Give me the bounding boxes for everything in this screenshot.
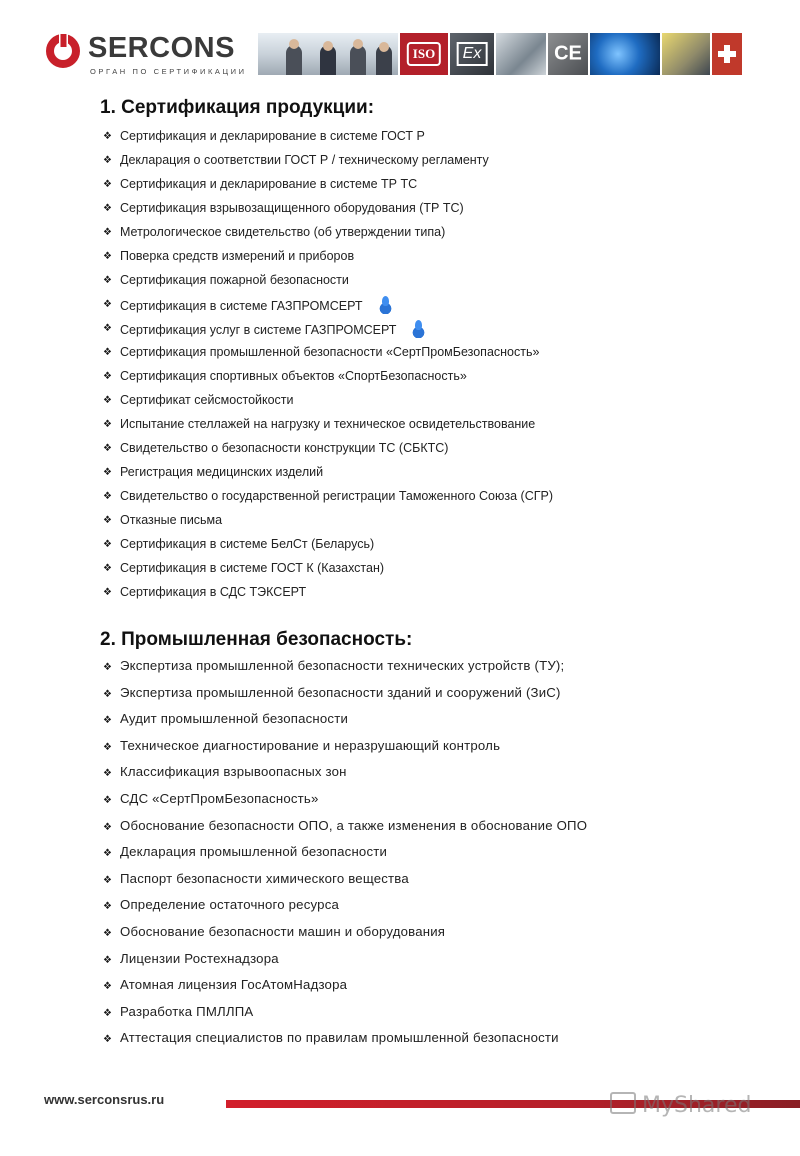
- diamond-bullet-icon: ❖: [103, 741, 113, 753]
- list-item: ❖ Сертификация в системе ГОСТ К (Казахстан): [103, 561, 385, 575]
- list-item: ❖ Декларация о соответствии ГОСТ Р / техническому регламенту: [103, 153, 489, 167]
- diamond-bullet-icon: ❖: [103, 275, 112, 286]
- diamond-bullet-icon: ❖: [103, 515, 112, 526]
- diamond-bullet-icon: ❖: [103, 874, 113, 886]
- diamond-bullet-icon: ❖: [103, 419, 112, 430]
- banner-medical-cross-icon: [712, 33, 742, 75]
- diamond-bullet-icon: ❖: [103, 821, 113, 833]
- diamond-bullet-icon: ❖: [103, 587, 112, 598]
- section-1-title: 1. Сертификация продукции:: [100, 97, 375, 118]
- brand-name: SERCONS: [88, 32, 235, 64]
- section-2-list: [103, 657, 587, 1056]
- diamond-bullet-icon: ❖: [103, 662, 113, 673]
- list-item: ❖ Экспертиза промышленной безопасности технических устройств (ТУ);: [103, 657, 587, 684]
- diamond-bullet-icon: ❖: [103, 443, 112, 454]
- banner-industrial: [662, 33, 710, 75]
- list-item: ❖ Сертификация в СДС ТЭКСЕРТ: [103, 585, 307, 599]
- banner-metal-parts: [496, 33, 546, 75]
- gazprom-flame-icon: [379, 296, 392, 314]
- diamond-bullet-icon: ❖: [103, 323, 112, 334]
- header-banner: [258, 33, 798, 75]
- diamond-bullet-icon: ❖: [103, 1007, 113, 1019]
- list-item: ❖ Сертификат сейсмостойкости: [103, 393, 294, 407]
- diamond-bullet-icon: ❖: [103, 299, 112, 310]
- diamond-bullet-icon: ❖: [103, 395, 112, 406]
- list-item: ❖ Разработка ПМЛЛПА: [103, 1003, 587, 1030]
- diamond-bullet-icon: ❖: [103, 901, 113, 913]
- diamond-bullet-icon: ❖: [103, 768, 113, 780]
- watermark-text: MyShared: [642, 1093, 752, 1118]
- sercons-logo-mark-icon: [44, 32, 82, 70]
- list-item: ❖ Сертификация спортивных объектов «СпортБезопасность»: [103, 369, 467, 383]
- ce-badge: CE: [554, 42, 582, 65]
- iso-badge: ISO: [407, 42, 441, 66]
- diamond-bullet-icon: ❖: [103, 467, 112, 478]
- diamond-bullet-icon: ❖: [103, 251, 112, 262]
- list-item: ❖ Сертификация услуг в системе ГАЗПРОМСЕРТ: [103, 320, 553, 344]
- diamond-bullet-icon: ❖: [103, 927, 113, 939]
- diamond-bullet-icon: ❖: [103, 981, 113, 993]
- list-item: ❖ Техническое диагностирование и неразрушающий контроль: [103, 737, 587, 764]
- banner-globe: [590, 33, 660, 75]
- list-item: ❖ Сертификация в системе БелСт (Беларусь): [103, 537, 375, 551]
- gazprom-flame-icon: [412, 320, 425, 338]
- list-item: ❖ Регистрация медицинских изделий: [103, 465, 324, 479]
- list-item: ❖ Испытание стеллажей на нагрузку и техническое освидетельствование: [103, 417, 536, 431]
- list-item: ❖ Классификация взрывоопасных зон: [103, 763, 587, 790]
- presentation-board-icon: [610, 1092, 636, 1114]
- diamond-bullet-icon: ❖: [103, 794, 113, 806]
- list-item: ❖ Аудит промышленной безопасности: [103, 710, 587, 737]
- section-2-title: 2. Промышленная безопасность:: [100, 629, 413, 650]
- list-item: ❖ Экспертиза промышленной безопасности зданий и сооружений (ЗиС): [103, 684, 587, 711]
- list-item: ❖ Сертификация взрывозащищенного оборудования (ТР ТС): [103, 201, 464, 215]
- list-item: ❖ Паспорт безопасности химического вещества: [103, 870, 587, 897]
- diamond-bullet-icon: ❖: [103, 179, 112, 190]
- diamond-bullet-icon: ❖: [103, 539, 112, 550]
- sercons-logo[interactable]: [44, 30, 247, 80]
- diamond-bullet-icon: ❖: [103, 371, 112, 382]
- list-item: ❖ Свидетельство о государственной регистрации Таможенного Союза (СГР): [103, 489, 553, 503]
- list-item: ❖ СДС «СертПромБезопасность»: [103, 790, 587, 817]
- diamond-bullet-icon: ❖: [103, 563, 112, 574]
- list-item: ❖ Определение остаточного ресурса: [103, 896, 587, 923]
- list-item: ❖ Сертификация и декларирование в системе ГОСТ Р: [103, 129, 425, 143]
- diamond-bullet-icon: ❖: [103, 954, 113, 966]
- list-item: ❖ Сертификация и декларирование в системе ТР ТС: [103, 177, 418, 191]
- banner-ce: [548, 33, 588, 75]
- diamond-bullet-icon: ❖: [103, 715, 113, 727]
- list-item: ❖ Отказные письма: [103, 513, 223, 527]
- list-item: ❖ Сертификация в системе ГАЗПРОМСЕРТ: [103, 296, 553, 320]
- list-item: ❖ Поверка средств измерений и приборов: [103, 249, 355, 263]
- diamond-bullet-icon: ❖: [103, 227, 112, 238]
- diamond-bullet-icon: ❖: [103, 203, 112, 214]
- banner-business-photo: [258, 33, 398, 75]
- list-item: ❖ Метрологическое свидетельство (об утверждении типа): [103, 225, 446, 239]
- diamond-bullet-icon: ❖: [103, 347, 112, 358]
- list-item: ❖ Обоснование безопасности машин и оборудования: [103, 923, 587, 950]
- page-header: [0, 0, 800, 90]
- section-1-list: [103, 128, 553, 608]
- list-item: ❖ Атомная лицензия ГосАтомНадзора: [103, 976, 587, 1003]
- diamond-bullet-icon: ❖: [103, 155, 112, 166]
- list-item: ❖ Сертификация промышленной безопасности «СертПромБезопасность»: [103, 345, 540, 359]
- ex-badge: Ex: [457, 42, 488, 66]
- diamond-bullet-icon: ❖: [103, 848, 113, 860]
- list-item: ❖ Сертификация пожарной безопасности: [103, 273, 349, 287]
- diamond-bullet-icon: ❖: [103, 491, 112, 502]
- brand-subtitle: ОРГАН ПО СЕРТИФИКАЦИИ: [90, 67, 247, 76]
- diamond-bullet-icon: ❖: [103, 1034, 113, 1046]
- banner-ex: [450, 33, 494, 75]
- diamond-bullet-icon: ❖: [103, 131, 112, 142]
- diamond-bullet-icon: ❖: [103, 688, 113, 700]
- list-item: ❖ Свидетельство о безопасности конструкции ТС (СБКТС): [103, 441, 449, 455]
- website-link[interactable]: www.serconsrus.ru: [44, 1092, 165, 1107]
- list-item: ❖ Декларация промышленной безопасности: [103, 843, 587, 870]
- banner-iso: [400, 33, 448, 75]
- list-item: ❖ Аттестация специалистов по правилам промышленной безопасности: [103, 1029, 587, 1056]
- list-item: ❖ Лицензии Ростехнадзора: [103, 950, 587, 977]
- watermark: [610, 1092, 751, 1118]
- list-item: ❖ Обоснование безопасности ОПО, а также изменения в обоснование ОПО: [103, 817, 587, 844]
